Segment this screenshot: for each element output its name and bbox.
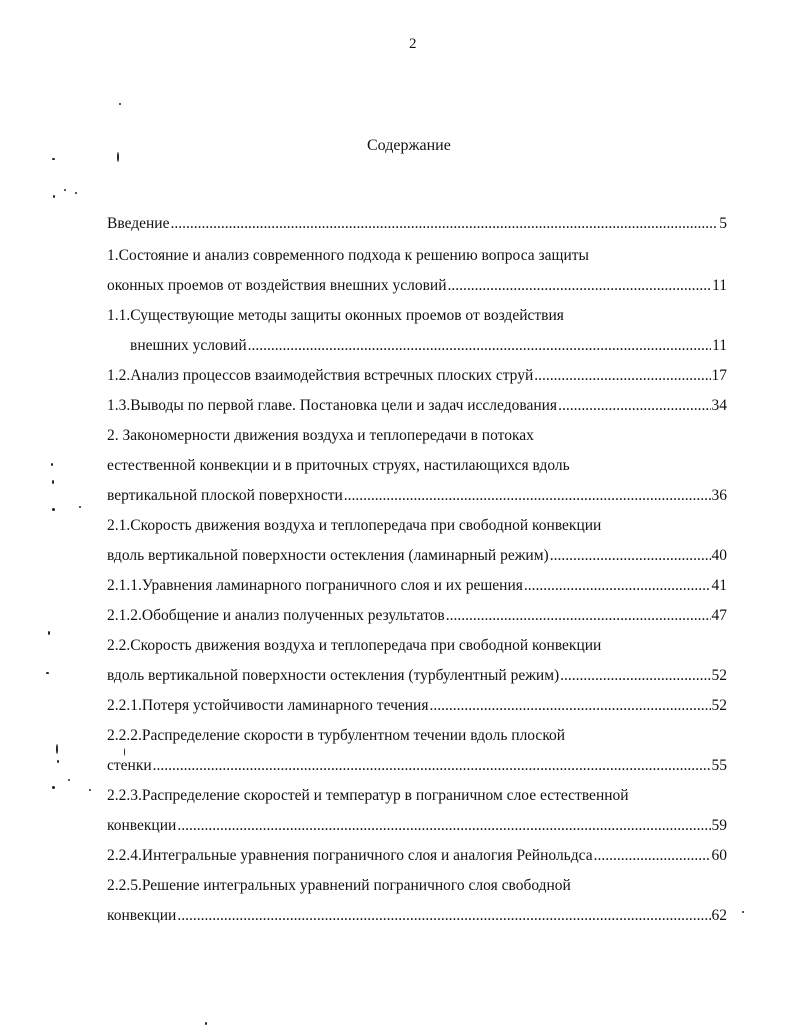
toc-entry-text: 1.2.Анализ процессов взаимодействия встречных плоских струй	[107, 367, 534, 384]
toc-entry-text: вдоль вертикальной поверхности остекления (ламинарный режим)	[107, 547, 549, 564]
toc-entry-text: 1.1.Существующие методы защиты оконных проемов от воздействия	[107, 307, 564, 324]
toc-entry	[107, 844, 727, 868]
toc-entry-text: 2.2.1.Потеря устойчивости ламинарного течения	[107, 697, 429, 714]
scan-speck	[52, 786, 55, 789]
toc-entry-text: 2. Закономерности движения воздуха и теплопередачи в потоках	[107, 427, 534, 444]
toc-page-ref: 52	[711, 667, 727, 684]
toc-entry-text: внешних условий	[130, 337, 247, 354]
toc-page-ref: 41	[711, 577, 727, 594]
toc-entry	[107, 814, 727, 838]
scan-speck	[56, 744, 58, 754]
scan-speck	[124, 748, 125, 756]
toc-entry-text: 2.2.3.Распределение скоростей и температур в пограничном слое естественной	[107, 787, 629, 804]
toc-leader-dots	[344, 484, 711, 508]
toc-leader-dots	[177, 814, 710, 838]
toc-page-ref: 62	[711, 907, 727, 924]
toc-entry-text: конвекции	[107, 907, 177, 924]
scan-speck	[75, 192, 77, 194]
toc-entry-text: конвекции	[107, 817, 177, 834]
toc-entry	[107, 304, 727, 328]
toc-entry	[107, 244, 727, 268]
toc-entry-text: 2.2.5.Решение интегральных уравнений пограничного слоя свободной	[107, 877, 571, 894]
toc-entry	[107, 604, 727, 628]
toc-leader-dots	[534, 364, 710, 388]
toc-entry-text: 2.2.2.Распределение скорости в турбулентном течении вдоль плоской	[107, 727, 566, 744]
scan-speck	[52, 158, 55, 160]
toc-entry	[107, 634, 727, 658]
toc-entry	[107, 274, 727, 298]
toc-entry	[107, 212, 727, 236]
toc-leader-dots	[550, 544, 711, 568]
page-number: 2	[409, 36, 417, 52]
toc-title: Содержание	[367, 137, 451, 154]
toc-page-ref: 5	[719, 215, 727, 232]
toc-entry-text: естественной конвекции и в приточных струях, настилающихся вдоль	[107, 457, 570, 474]
toc-entry-text: 2.1.1.Уравнения ламинарного пограничного слоя и их решения	[107, 577, 523, 594]
toc-entry	[107, 364, 727, 388]
toc-page-ref: 40	[711, 547, 727, 564]
toc-entry	[107, 904, 727, 928]
scan-speck	[57, 760, 59, 763]
toc-entry	[107, 724, 727, 748]
toc-entry	[107, 694, 727, 718]
toc-leader-dots	[594, 844, 711, 868]
toc-leader-dots	[170, 212, 718, 236]
scan-speck	[89, 789, 91, 791]
toc-entry	[107, 484, 727, 508]
scan-speck	[52, 480, 54, 484]
toc-page-ref: 55	[711, 757, 727, 774]
scan-speck	[51, 463, 53, 466]
toc-page-ref: 34	[711, 397, 727, 414]
toc-entry-text: 1.Состояние и анализ современного подхода к решению вопроса защиты	[107, 247, 589, 264]
toc-entry-text: 2.2.Скорость движения воздуха и теплопередача при свободной конвекции	[107, 637, 602, 654]
toc-leader-dots	[429, 694, 710, 718]
toc-entry-text: 2.1.Скорость движения воздуха и теплопередача при свободной конвекции	[107, 517, 602, 534]
toc-page-ref: 47	[711, 607, 727, 624]
toc-leader-dots	[524, 574, 711, 598]
toc-leader-dots	[446, 604, 711, 628]
toc-entry	[107, 424, 727, 448]
toc-leader-dots	[558, 394, 710, 418]
scan-speck	[119, 103, 121, 105]
toc-page-ref: 59	[711, 817, 727, 834]
toc-entry	[107, 514, 727, 538]
toc-leader-dots	[177, 904, 710, 928]
toc-entry-text: 1.3.Выводы по первой главе. Постановка цели и задач исследования	[107, 397, 558, 414]
toc-entry	[107, 874, 727, 898]
toc-leader-dots	[560, 664, 710, 688]
toc-entry	[107, 454, 727, 478]
toc-entry	[107, 784, 727, 808]
scan-speck	[46, 672, 49, 674]
toc-entry-text: вертикальной плоской поверхности	[107, 487, 343, 504]
toc-entry	[107, 664, 727, 688]
toc-entry	[130, 334, 727, 358]
scan-speck	[79, 506, 81, 508]
toc-page-ref: 17	[711, 367, 727, 384]
toc-entry	[107, 394, 727, 418]
toc-leader-dots	[448, 274, 712, 298]
toc-leader-dots	[248, 334, 711, 358]
toc-leader-dots	[153, 754, 711, 778]
toc-entry-text: оконных проемов от воздействия внешних условий	[107, 277, 447, 294]
scan-speck	[52, 508, 55, 511]
toc-entry-text: 2.2.4.Интегральные уравнения пограничного слоя и аналогия Рейнольдса	[107, 847, 593, 864]
toc-entry-text: 2.1.2.Обобщение и анализ полученных результатов	[107, 607, 445, 624]
scan-speck	[117, 152, 119, 162]
toc-entry	[107, 544, 727, 568]
toc-entry	[107, 574, 727, 598]
toc-entry	[107, 754, 727, 778]
scan-speck	[742, 911, 744, 913]
toc-entry-text: вдоль вертикальной поверхности остекления (турбулентный режим)	[107, 667, 560, 684]
toc-page-ref: 52	[711, 697, 727, 714]
scan-speck	[53, 195, 55, 198]
toc-entry-text: стенки	[107, 757, 152, 774]
toc-page-ref: 11	[712, 277, 727, 294]
scan-speck	[48, 631, 50, 635]
toc-page-ref: 36	[711, 487, 727, 504]
scan-speck	[68, 779, 70, 781]
toc-page-ref: 60	[711, 847, 727, 864]
scan-speck	[205, 1022, 207, 1025]
scan-speck	[64, 189, 66, 191]
toc-page-ref: 11	[712, 337, 727, 354]
toc-entry-text: Введение	[107, 215, 170, 232]
